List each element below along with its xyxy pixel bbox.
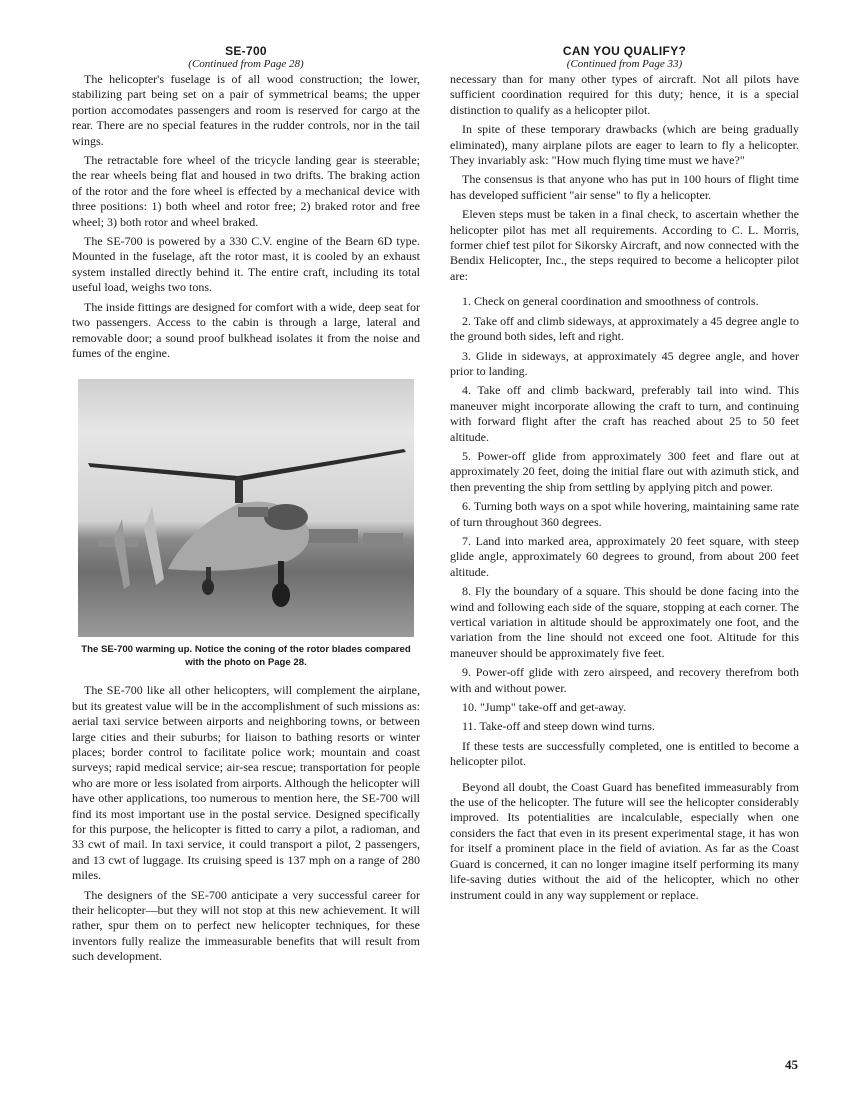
list-item: 2. Take off and climb sideways, at approximately a 45 degree angle to the ground both sides, left and right. [450, 313, 799, 344]
list-item: 7. Land into marked area, approximately 20 feet square, with steep glide angle, approximately 60 degrees to ground, from about 200 feet altitude. [450, 533, 799, 579]
helicopter-photo [78, 379, 414, 637]
helicopter-photo-drawing [78, 379, 414, 637]
list-item: 3. Glide in sideways, at approximately 45 degree angle, and hover prior to landing. [450, 348, 799, 378]
continued-note-right: (Continued from Page 33) [566, 58, 683, 70]
paragraph: If these tests are successfully completed, one is entitled to become a helicopter pilot. [450, 738, 799, 769]
list-item: 11. Take-off and steep down wind turns. [462, 719, 655, 734]
list-item: 10. "Jump" take-off and get-away. [462, 700, 627, 715]
article-heading-se700: SE-700 [225, 44, 267, 58]
left-column [72, 44, 420, 969]
page-number: 45 [785, 1057, 798, 1072]
list-item: 8. Fly the boundary of a square. This should be done facing into the wind and following each side of the square, stopping at each corner. The vertical variation in altitude should be approximately one foot, and the variation from the line should not exceed one foot. Altitude for this maneuver should be approximately five feet. [450, 584, 799, 660]
list-item: 1. Check on general coordination and smoothness of controls. [462, 294, 759, 309]
list-item: 5. Power-off glide from approximately 300 feet and flare out at approximately 20 feet, doing the initial flare out with azimuth stick, and then preventing the ship from settling by applying pitch and power. [450, 448, 799, 494]
paragraph: Eleven steps must be taken in a final check, to ascertain whether the helicopter pilot has met all requirements. According to C. L. Morris, former chief test pilot for Sikorsky Aircraft, and now connected with the Bendix Helicopter, Inc., the steps required to become a helicopter pilot are: [450, 207, 799, 283]
list-item: 6. Turning both ways on a spot while hovering, maintaining same rate of turn throughout 360 degrees. [450, 499, 799, 529]
paragraph: The retractable fore wheel of the tricycle landing gear is steerable; the rear wheels being flat and housed in two drifts. The braking action of the rotor and the fore wheel is effected by a mechanical device with three positions: 1) both wheel and rotor free; 2) braked rotor and free wheel; 3) both rotor and wheel braked. [72, 153, 420, 229]
paragraph: The inside fittings are designed for comfort with a wide, deep seat for two passengers. Access to the cabin is through a large, lateral and removable door; a sound proof bulkhead isolates it from the noise and fumes of the engine. [72, 299, 420, 360]
paragraph: Beyond all doubt, the Coast Guard has benefited immeasurably from the use of the helicopter. The future will see the helicopter considerably improved. Its potentialities are incalculable, especially when one considers the fact that even in its present experimental stage, it has won for itself a prominent place in the field of aviation. As far as the Coast Guard is concerned, it can no longer imagine itself performing its many life-saving duties without the aid of the helicopter, which no other instrument could in any way supplement or replace. [450, 779, 799, 902]
list-item: 4. Take off and climb backward, preferably tail into wind. This maneuver might incorporate allowing the craft to turn, and continuing with forward flight after the craft has reached about 25 to 50 feet altitude. [450, 383, 799, 444]
paragraph: The helicopter's fuselage is of all wood construction; the lower, stabilizing part being set on a pair of symmetrical beams; the upper portion accomodates passengers and room is reserved for cargo at the rear. There are no special features in the rudder controls, nor in the tail wings. [72, 72, 420, 148]
paragraph: necessary than for many other types of aircraft. Not all pilots have sufficient coordination required for this duty; hence, it is a special distinction to qualify as a helicopter pilot. [450, 72, 799, 117]
paragraph: In spite of these temporary drawbacks (which are being gradually eliminated), many airplane pilots are eager to learn to fly a helicopter. They invariably ask: "How much flying time must we have?" [450, 122, 799, 168]
continued-note-left: (Continued from Page 28) [188, 58, 304, 70]
paragraph: The SE-700 like all other helicopters, will complement the airplane, but its greatest value will be in the accomplishment of such missions as: aerial taxi service between airports and neighboring towns, or between large cities and their suburbs; for liaison to bathing resorts or winter places; border control to facilitate police work; mountain and coast surveys; rapid medical service; air-sea rescue; transportation for people who are more or less isolated from airports. Although the helicopter will have other applications, too numerous to mention here, the SE-700 will find its most important use in the postal service. Designed specifically for this purpose, the helicopter is fitted to carry a pilot, a radioman, and 33 cwt of mail. In taxi service, it could transport a pilot, 2 passengers, and 13 cwt of luggage. Its cruising speed is 137 mph on a range of 280 miles. [72, 683, 420, 883]
paragraph: The designers of the SE-700 anticipate a very successful career for their helicopter—but they will not stop at this new achievement. It will rather, spur them on to perfect new helicopter techniques, for these inventors fully realize the immeasurable benefits that will result from such development. [72, 887, 420, 964]
paragraph: The SE-700 is powered by a 330 C.V. engine of the Bearn 6D type. Mounted in the fuselage, aft the rotor mast, it is cooled by an exhaust system installed directly behind it. The entire craft, including its total useful load, weighs two tons. [72, 234, 420, 295]
right-column [450, 44, 799, 907]
article-heading-can-you-qualify: CAN YOU QUALIFY? [562, 44, 687, 58]
list-item: 9. Power-off glide with zero airspeed, and recovery therefrom both with and without power. [450, 665, 799, 695]
photo-caption: The SE-700 warming up. Notice the coning of the rotor blades compared with the photo on Page 28. [81, 644, 411, 669]
paragraph: The consensus is that anyone who has put in 100 hours of flight time has developed sufficient "air sense" to fly a helicopter. [450, 172, 799, 202]
steps-list [450, 294, 799, 735]
